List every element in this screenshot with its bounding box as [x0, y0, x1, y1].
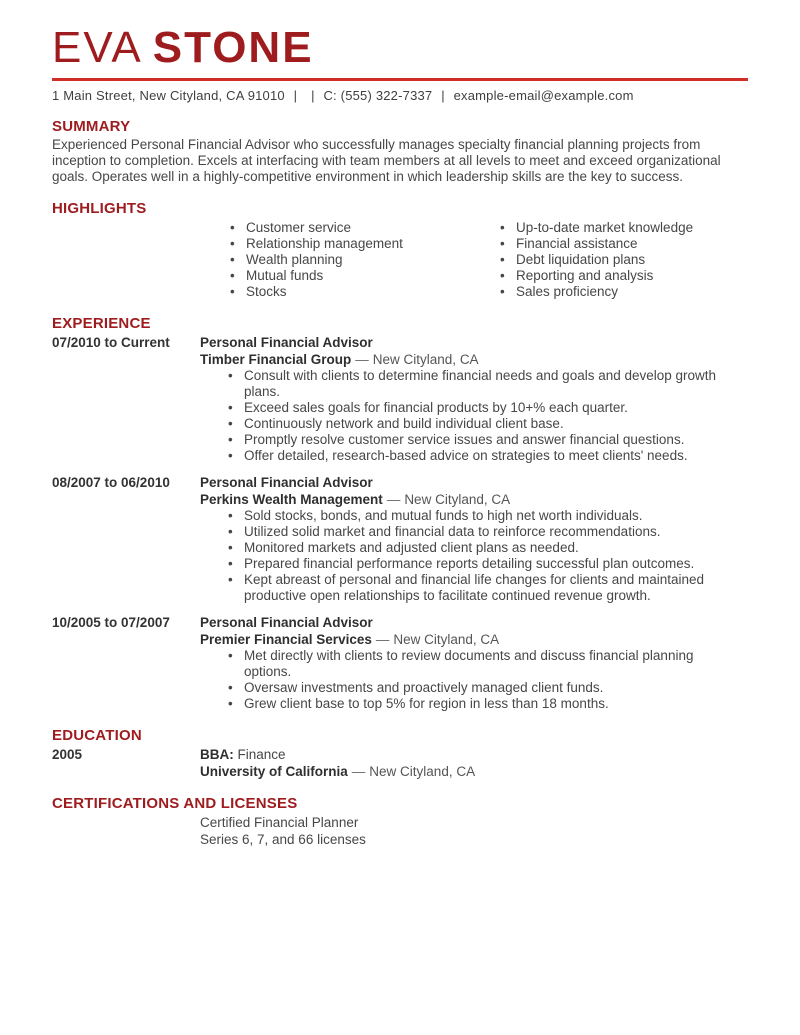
highlight-item: • Sales proficiency — [498, 284, 748, 300]
dash-separator: — — [375, 632, 390, 647]
job-bullet: • Sold stocks, bonds, and mutual funds to high net worth individuals. — [226, 508, 732, 524]
highlight-item: • Stocks — [228, 284, 498, 300]
certification-item: Certified Financial Planner — [200, 815, 359, 830]
education-degree-line — [200, 746, 748, 763]
contact-email: example-email@example.com — [453, 88, 634, 103]
education-field: Finance — [237, 747, 286, 762]
contact-separator: | — [311, 88, 315, 103]
job-bullet: • Exceed sales goals for financial products by 10+% each quarter. — [226, 400, 732, 416]
contact-line — [52, 88, 748, 103]
job-bullet: • Consult with clients to determine financial needs and goals and develop growth plans. — [226, 368, 732, 400]
highlights-columns — [52, 220, 748, 300]
job-details — [200, 614, 748, 712]
highlight-item: • Wealth planning — [228, 252, 498, 268]
education-entry — [52, 746, 748, 780]
header-divider — [52, 78, 748, 81]
certifications-section — [52, 795, 748, 848]
job-company: Timber Financial Group — [200, 352, 352, 367]
education-section — [52, 727, 748, 780]
highlights-column-1 — [228, 220, 498, 300]
job-bullet: • Kept abreast of personal and financial life changes for clients and maintained productive open relationships to facilitate continued revenue growth. — [226, 572, 732, 604]
certifications-entry — [52, 814, 748, 848]
job-bullet: • Utilized solid market and financial data to reinforce recommendations. — [226, 524, 732, 540]
job-title: Personal Financial Advisor — [200, 615, 373, 630]
summary-text: Experienced Personal Financial Advisor who successfully manages specialty financial planning projects from inception to completion. Excels at interfacing with team members at all levels to meet and exceed organizational goals. Operates well in a highly-competitive environment in which leadership skills are the key to success. — [52, 137, 721, 184]
dash-separator: — — [386, 492, 401, 507]
education-degree: BBA: — [200, 747, 234, 762]
certification-item: Series 6, 7, and 66 licenses — [200, 832, 366, 847]
education-school-line — [200, 763, 748, 780]
contact-separator: | — [293, 88, 298, 103]
job-bullet-list — [226, 508, 748, 604]
job-bullet-list — [226, 648, 748, 712]
education-details — [200, 746, 748, 780]
experience-section — [52, 315, 748, 712]
highlight-item: • Up-to-date market knowledge — [498, 220, 748, 236]
job-bullet: • Offer detailed, research-based advice on strategies to meet clients' needs. — [226, 448, 732, 464]
highlights-column-2 — [498, 220, 748, 300]
dash-separator: — — [355, 352, 369, 367]
job-company: Perkins Wealth Management — [200, 492, 383, 507]
highlight-item: • Relationship management — [228, 236, 498, 252]
highlight-item: • Mutual funds — [228, 268, 498, 284]
job-entry — [52, 474, 748, 604]
job-bullet: • Promptly resolve customer service issues and answer financial questions. — [226, 432, 732, 448]
highlight-item: • Financial assistance — [498, 236, 748, 252]
job-company-line — [200, 631, 748, 648]
summary-heading: SUMMARY — [52, 118, 131, 135]
job-bullet: • Continuously network and build individual client base. — [226, 416, 732, 432]
job-bullet: • Oversaw investments and proactively managed client funds. — [226, 680, 732, 696]
highlight-item: • Reporting and analysis — [498, 268, 748, 284]
education-year: 2005 — [52, 747, 83, 762]
job-bullet: • Prepared financial performance reports detailing successful plan outcomes. — [226, 556, 732, 572]
job-bullet: • Monitored markets and adjusted client plans as needed. — [226, 540, 732, 556]
highlight-item: • Customer service — [228, 220, 498, 236]
job-title: Personal Financial Advisor — [200, 475, 373, 490]
contact-phone: C: (555) 322-7337 — [323, 88, 433, 103]
job-location: New Cityland, CA — [372, 352, 479, 367]
education-heading: EDUCATION — [52, 727, 142, 744]
certifications-details — [200, 814, 748, 848]
job-details — [200, 474, 748, 604]
contact-separator: | — [441, 88, 445, 103]
education-location: New Cityland, CA — [369, 764, 476, 779]
job-dates: 08/2007 to 06/2010 — [52, 475, 170, 490]
highlight-item: • Debt liquidation plans — [498, 252, 748, 268]
job-entry — [52, 334, 748, 464]
summary-section — [52, 118, 748, 185]
experience-heading: EXPERIENCE — [52, 315, 151, 332]
dash-separator: — — [351, 764, 366, 779]
job-dates: 07/2010 to Current — [52, 335, 170, 350]
highlights-section — [52, 200, 748, 300]
certifications-heading: CERTIFICATIONS AND LICENSES — [52, 795, 298, 812]
job-bullet: • Grew client base to top 5% for region in less than 18 months. — [226, 696, 732, 712]
job-dates: 10/2005 to 07/2007 — [52, 615, 170, 630]
job-company-line — [200, 491, 748, 508]
candidate-name — [52, 23, 748, 72]
contact-address: 1 Main Street, New Cityland, CA 91010 — [52, 88, 285, 103]
job-bullet: • Met directly with clients to review documents and discuss financial planning options. — [226, 648, 732, 680]
first-name: EVA — [52, 23, 143, 72]
job-company: Premier Financial Services — [200, 632, 372, 647]
job-location: New Cityland, CA — [393, 632, 500, 647]
education-school: University of California — [200, 764, 348, 779]
resume-header — [52, 23, 748, 103]
job-entry — [52, 614, 748, 712]
job-company-line — [200, 351, 748, 368]
highlights-heading: HIGHLIGHTS — [52, 200, 147, 217]
job-location: New Cityland, CA — [404, 492, 511, 507]
job-details — [200, 334, 748, 464]
job-bullet-list — [226, 368, 748, 464]
last-name: STONE — [152, 23, 314, 72]
certifications-date-spacer — [52, 814, 200, 848]
job-title: Personal Financial Advisor — [200, 335, 373, 350]
